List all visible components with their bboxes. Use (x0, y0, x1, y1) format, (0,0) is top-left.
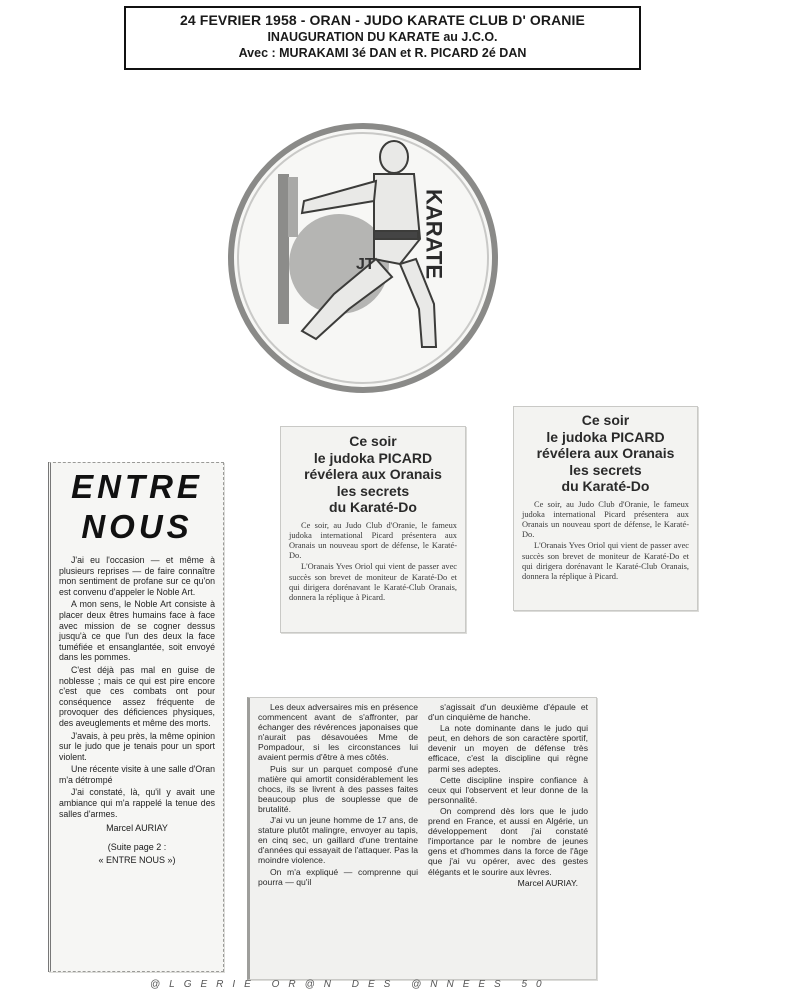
paragraph: J'avais, à peu près, la même opinion sur le judo que je tenais pour un sport violent. (59, 730, 215, 762)
paragraph: Les deux adversaires mis en présence commencent avant de s'affronter, par échanger des révérences japonaises que n'aurait pas désavouées Mme de Pompadour, si les circonstances lui avaient permis d'être à mes côtés. (258, 702, 418, 763)
headline-line: le judoka PICARD (313, 449, 433, 466)
clipping-right-body (522, 500, 689, 583)
entre-nous-signature: Marcel AURIAY (106, 823, 168, 834)
headline-line: Ce soir (349, 433, 397, 449)
article-signature: Marcel AURIAY. (517, 877, 578, 888)
continuation-line: (Suite page 2 : (107, 842, 167, 853)
paragraph: Ce soir, au Judo Club d'Oranie, le fameux judoka international Picard présentera aux Oranais un nouveau sport de défense, le Karaté-Do. (522, 499, 689, 540)
article-clipping (247, 697, 597, 980)
entre-nous-body (59, 555, 215, 819)
paragraph: Cette discipline inspire confiance à ceux qui l'observent et leur donne de la personnalité. (428, 774, 588, 805)
svg-text:JT: JT (356, 256, 375, 273)
karate-emblem (224, 119, 502, 397)
footer-watermark: @LGERIE OR@N DES @NNEES 50 (150, 979, 551, 990)
emblem-label: KARATE (421, 189, 447, 280)
clipping-center-headline (289, 433, 457, 516)
entre-nous-title (59, 467, 215, 547)
headline-line: du Karaté-Do (329, 499, 417, 515)
paragraph: Puis sur un parquet composé d'une matière qui amortit considérablement les chocs, ils se livrent à des passes faites beaucoup plus de souplesse que de brutalité. (258, 763, 418, 814)
paragraph: A mon sens, le Noble Art consiste à placer deux êtres humains face à face avec mission de se cogner dessus jusqu'à ce que l'un des deux la face tuméfiée et ensanglantée, soit envoyé dans les pommes. (59, 599, 215, 663)
title-line: NOUS (81, 508, 193, 545)
paragraph: J'ai eu l'occasion — et même à plusieurs reprises — de faire connaître mon sentiment de profane sur ce qu'on est convenu d'appeler le Noble Art. (59, 555, 215, 597)
header-subtitle: INAUGURATION DU KARATE au J.C.O. (267, 30, 498, 44)
headline-line: révélera aux Oranais (536, 445, 675, 461)
clipping-right-headline (522, 412, 689, 495)
header-participants: Avec : MURAKAMI 3é DAN et R. PICARD 2é DAN (238, 46, 527, 60)
entre-nous-column (48, 462, 224, 972)
paragraph: La note dominante dans le judo qui peut, en dehors de son caractère sportif, devenir un moyen de défense très efficace, c'est la discipline qui règne parmi ses adeptes. (428, 723, 588, 774)
header-box (124, 6, 641, 70)
continuation-line: « ENTRE NOUS ») (98, 855, 176, 866)
article-column-left (258, 702, 418, 975)
clipping-center-body (289, 521, 457, 604)
header-title: 24 FEVRIER 1958 - ORAN - JUDO KARATE CLUB D' ORANIE (180, 12, 585, 28)
headline-line: du Karaté-Do (561, 478, 650, 494)
headline-line: les secrets (569, 461, 642, 478)
makiwara-post (278, 174, 289, 324)
clipping-center (280, 426, 466, 633)
paragraph: Une récente visite à une salle d'Oran m'a détrompé (59, 764, 215, 785)
paragraph: J'ai vu un jeune homme de 17 ans, de stature plutôt malingre, envoyer au tapis, en cinq sec, un gaillard d'une trentaine d'années qui essayait de l'attaquer. Pas la moindre violence. (258, 815, 418, 866)
paragraph: J'ai constaté, là, qu'il y avait une ambiance qui m'a rappelé la tenue des salles d'armes. (59, 787, 215, 819)
paragraph: On comprend dès lors que le judo prend en France, et aussi en Algérie, un développement dont j'ai constaté l'importance par le nombre de jeunes gens et d'hommes dans la force de l'âge que j'ai vu opérer, avec des gestes élégants et le sourire aux lèvres. (428, 805, 588, 877)
title-line: ENTRE (71, 468, 203, 505)
headline-line: Ce soir (581, 412, 630, 428)
paragraph: L'Oranais Yves Oriol qui vient de passer avec succès son brevet de moniteur de Karaté-Do et qui dirigera dorénavant le Karaté-Club Oranais, donnera la réplique à Picard. (289, 562, 457, 602)
article-column-right (428, 702, 588, 975)
paragraph: On m'a expliqué — comprenne qui pourra — qu'il (258, 866, 418, 887)
headline-line: les secrets (336, 482, 410, 499)
paragraph: L'Oranais Yves Oriol qui vient de passer avec succès son brevet de moniteur de Karaté-Do et qui dirigera dorénavant le Karaté-Club Oranais, donnera la réplique à Picard. (522, 541, 689, 581)
paragraph: C'est déjà pas mal en guise de noblesse ; mais ce qui est pire encore c'est que ces combats ont pour conséquence assez fréquente de provoquer des déficiences physiques, des aveuglements et même des morts. (59, 664, 215, 728)
clipping-right (513, 406, 698, 611)
paragraph: s'agissait d'un deuxième d'épaule et d'un cinquième de hanche. (428, 702, 588, 723)
headline-line: révélera aux Oranais (304, 466, 442, 482)
paragraph: Ce soir, au Judo Club d'Oranie, le fameux judoka international Picard présentera aux Oranais un nouveau sport de défense, le Karaté-Do. (289, 520, 457, 561)
entre-nous-continuation (59, 841, 215, 867)
headline-line: le judoka PICARD (546, 428, 665, 445)
